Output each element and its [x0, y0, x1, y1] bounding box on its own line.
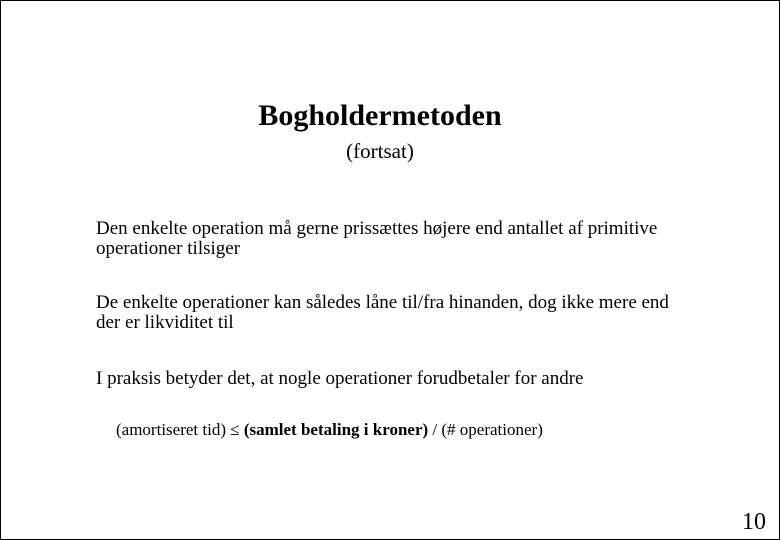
paragraph-3: I praksis betyder det, at nogle operationer forudbetaler for andre [96, 368, 584, 389]
slide-title: Bogholdermetoden [258, 99, 502, 132]
slide-subtitle: (fortsat) [346, 139, 414, 163]
formula-lhs: (amortiseret tid) [116, 420, 226, 439]
formula-divisor: / (# operationer) [428, 420, 543, 439]
paragraph-2: De enkelte operationer kan således låne til/fra hinanden, dog ikke mere end der er likviditet til [96, 292, 669, 333]
formula-operator: ≤ [226, 420, 244, 439]
formula-total-payment: (samlet betaling i kroner) [243, 420, 429, 439]
amortized-time-formula [116, 419, 543, 441]
paragraph-1: Den enkelte operation må gerne prissættes højere end antallet af primitive operationer tilsiger [96, 218, 658, 259]
page-number: 10 [742, 509, 766, 535]
